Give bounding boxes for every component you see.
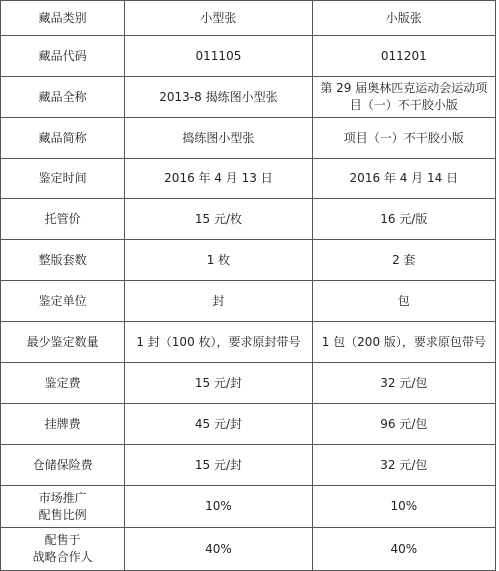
- row-label-line-2: 战略合作人: [32, 550, 93, 564]
- table-row-storage-insurance-fee: [1, 445, 496, 486]
- row-label-line-1: 市场推广: [38, 490, 87, 505]
- row-value-line-2: 目（一）不干胶小版: [349, 98, 458, 112]
- table-row-appraisal-fee: [1, 363, 496, 404]
- row-value-small-sheet: 96 元/包: [312, 404, 495, 445]
- row-value-small-sheet: 2016 年 4 月 14 日: [312, 159, 495, 199]
- table-row-appraisal-date: [1, 159, 496, 199]
- row-label: 最少鉴定数量: [1, 322, 125, 363]
- table-row-custody-price: [1, 199, 496, 240]
- table-row-short-name: [1, 118, 496, 159]
- row-value-small-sheet: 40%: [312, 528, 495, 571]
- row-label: 仓储保险费: [1, 445, 125, 486]
- table-header-row: [1, 1, 496, 36]
- row-label: [1, 528, 125, 571]
- row-value-small-sheet: 10%: [312, 486, 495, 528]
- row-label: 整版套数: [1, 240, 125, 281]
- row-value-small-sheet: 32 元/包: [312, 445, 495, 486]
- header-small-sheet-cell: 小版张: [312, 1, 495, 36]
- row-value-small-sheet: 项目（一）不干胶小版: [312, 118, 495, 159]
- row-value-mini-sheet: 封: [125, 281, 312, 322]
- table-row-full-name: [1, 77, 496, 118]
- row-value-small-sheet: 32 元/包: [312, 363, 495, 404]
- row-label-line-1: 配售于: [44, 533, 81, 547]
- row-value-mini-sheet: 1 封（100 枚），要求原封带号: [125, 322, 312, 363]
- table-row-market-promotion-ratio: [1, 486, 496, 528]
- row-value-mini-sheet: 2016 年 4 月 13 日: [125, 159, 312, 199]
- row-value-mini-sheet: 10%: [125, 486, 312, 528]
- row-value-small-sheet: 16 元/版: [312, 199, 495, 240]
- row-label: 藏品简称: [1, 118, 125, 159]
- header-mini-sheet-cell: 小型张: [125, 1, 312, 36]
- table-row-listing-fee: [1, 404, 496, 445]
- row-value-mini-sheet: 2013-8 揭练图小型张: [125, 77, 312, 118]
- table-row-appraisal-unit: [1, 281, 496, 322]
- row-value-mini-sheet: 捣练图小型张: [125, 118, 312, 159]
- row-label: [1, 486, 125, 528]
- row-label: 鉴定时间: [1, 159, 125, 199]
- row-value-mini-sheet: 15 元/封: [125, 363, 312, 404]
- row-value-mini-sheet: 40%: [125, 528, 312, 571]
- header-label-cell: 藏品类别: [1, 1, 125, 36]
- row-label: 鉴定单位: [1, 281, 125, 322]
- row-value-small-sheet: 包: [312, 281, 495, 322]
- table-row-min-quantity: [1, 322, 496, 363]
- row-value-line-1: 第 29 届奥林匹克运动会运动项: [320, 81, 488, 95]
- row-value-small-sheet: 011201: [312, 36, 495, 77]
- row-value-small-sheet: 1 包（200 版），要求原包带号: [312, 322, 495, 363]
- table-row-sets-per-sheet: [1, 240, 496, 281]
- row-value-mini-sheet: 15 元/枚: [125, 199, 312, 240]
- row-value-mini-sheet: 1 枚: [125, 240, 312, 281]
- row-label: 藏品代码: [1, 36, 125, 77]
- row-label: 藏品全称: [1, 77, 125, 118]
- row-value-small-sheet: 2 套: [312, 240, 495, 281]
- row-value-small-sheet: [312, 77, 495, 118]
- row-label: 鉴定费: [1, 363, 125, 404]
- row-value-mini-sheet: 15 元/封: [125, 445, 312, 486]
- row-value-mini-sheet: 45 元/封: [125, 404, 312, 445]
- row-value-mini-sheet: 011105: [125, 36, 312, 77]
- row-label: 挂牌费: [1, 404, 125, 445]
- row-label: 托管价: [1, 199, 125, 240]
- table-row-strategic-partner-ratio: [1, 528, 496, 571]
- table-row-code: [1, 36, 496, 77]
- row-label-line-2: 配售比例: [38, 507, 87, 522]
